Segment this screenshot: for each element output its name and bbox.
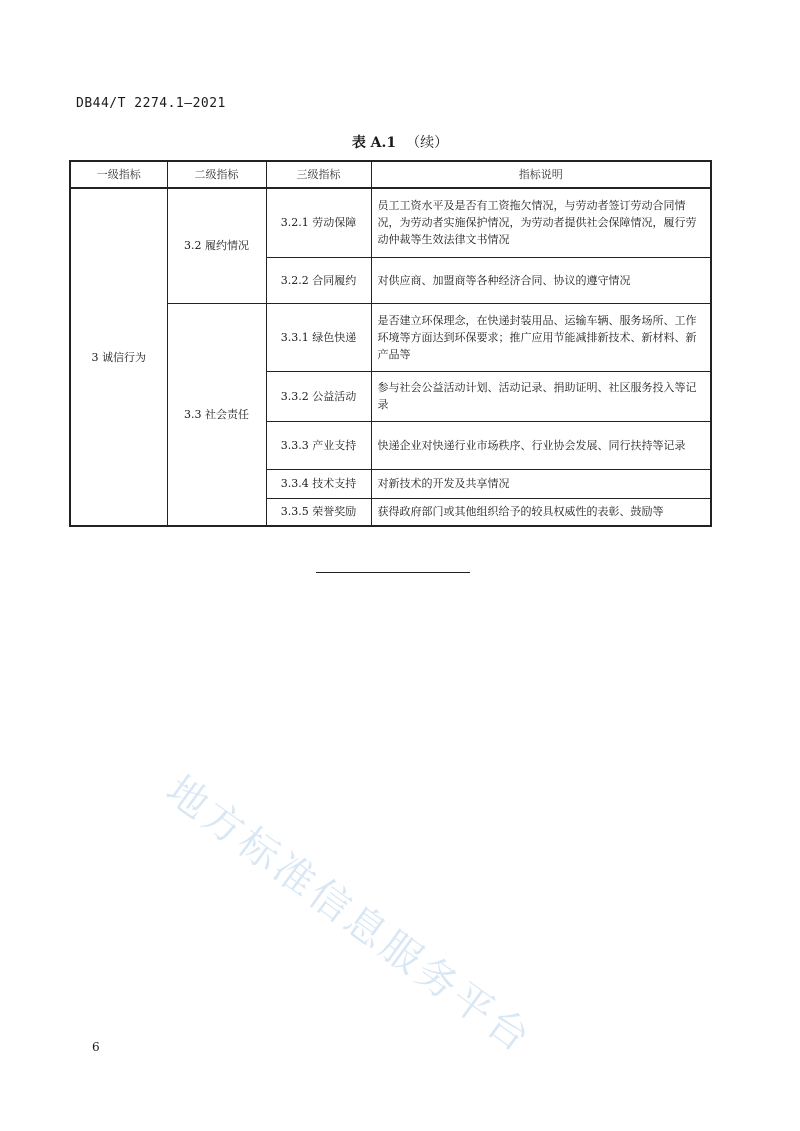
- level1-cell: 3 诚信行为: [70, 188, 167, 526]
- level3-cell: 3.2.1 劳动保障: [266, 188, 371, 257]
- level3-cell: 3.2.2 合同履约: [266, 257, 371, 303]
- description-cell: 对新技术的开发及共享情况: [371, 469, 711, 498]
- table-title-continued: （续）: [406, 135, 449, 151]
- column-header-description: 指标说明: [371, 161, 711, 188]
- level2-cell: 3.3 社会责任: [167, 303, 266, 526]
- description-cell: 对供应商、加盟商等各种经济合同、协议的遵守情况: [371, 257, 711, 303]
- column-header-level2: 二级指标: [167, 161, 266, 188]
- level2-cell: 3.2 履约情况: [167, 188, 266, 303]
- level3-cell: 3.3.3 产业支持: [266, 421, 371, 469]
- table-title: [0, 132, 800, 152]
- page-number: 6: [92, 1040, 100, 1054]
- description-cell: 获得政府部门或其他组织给予的较具权威性的表彰、鼓励等: [371, 498, 711, 526]
- level3-cell: 3.3.2 公益活动: [266, 371, 371, 421]
- watermark: 地方标准信息服务平台: [157, 767, 541, 1064]
- level3-cell: 3.3.5 荣誉奖励: [266, 498, 371, 526]
- description-cell: 是否建立环保理念，在快递封装用品、运输车辆、服务场所、工作环境等方面达到环保要求；推广应用节能减排新技术、新材料、新产品等: [371, 303, 711, 371]
- table-row: [70, 303, 711, 371]
- level3-cell: 3.3.4 技术支持: [266, 469, 371, 498]
- table-row: [70, 188, 711, 257]
- column-header-level1: 一级指标: [70, 161, 167, 188]
- end-of-document-rule: [316, 572, 470, 573]
- level3-cell: 3.3.1 绿色快递: [266, 303, 371, 371]
- column-header-level3: 三级指标: [266, 161, 371, 188]
- table-title-label: 表 A.1: [351, 135, 397, 151]
- description-cell: 参与社会公益活动计划、活动记录、捐助证明、社区服务投入等记录: [371, 371, 711, 421]
- description-cell: 员工工资水平及是否有工资拖欠情况，与劳动者签订劳动合同情况，为劳动者实施保护情况，为劳动者提供社会保障情况，履行劳动仲裁等生效法律文书情况: [371, 188, 711, 257]
- description-cell: 快递企业对快递行业市场秩序、行业协会发展、同行扶持等记录: [371, 421, 711, 469]
- document-code: DB44/T 2274.1—2021: [76, 96, 226, 111]
- indicator-table: [69, 160, 712, 527]
- table-header-row: [70, 161, 711, 188]
